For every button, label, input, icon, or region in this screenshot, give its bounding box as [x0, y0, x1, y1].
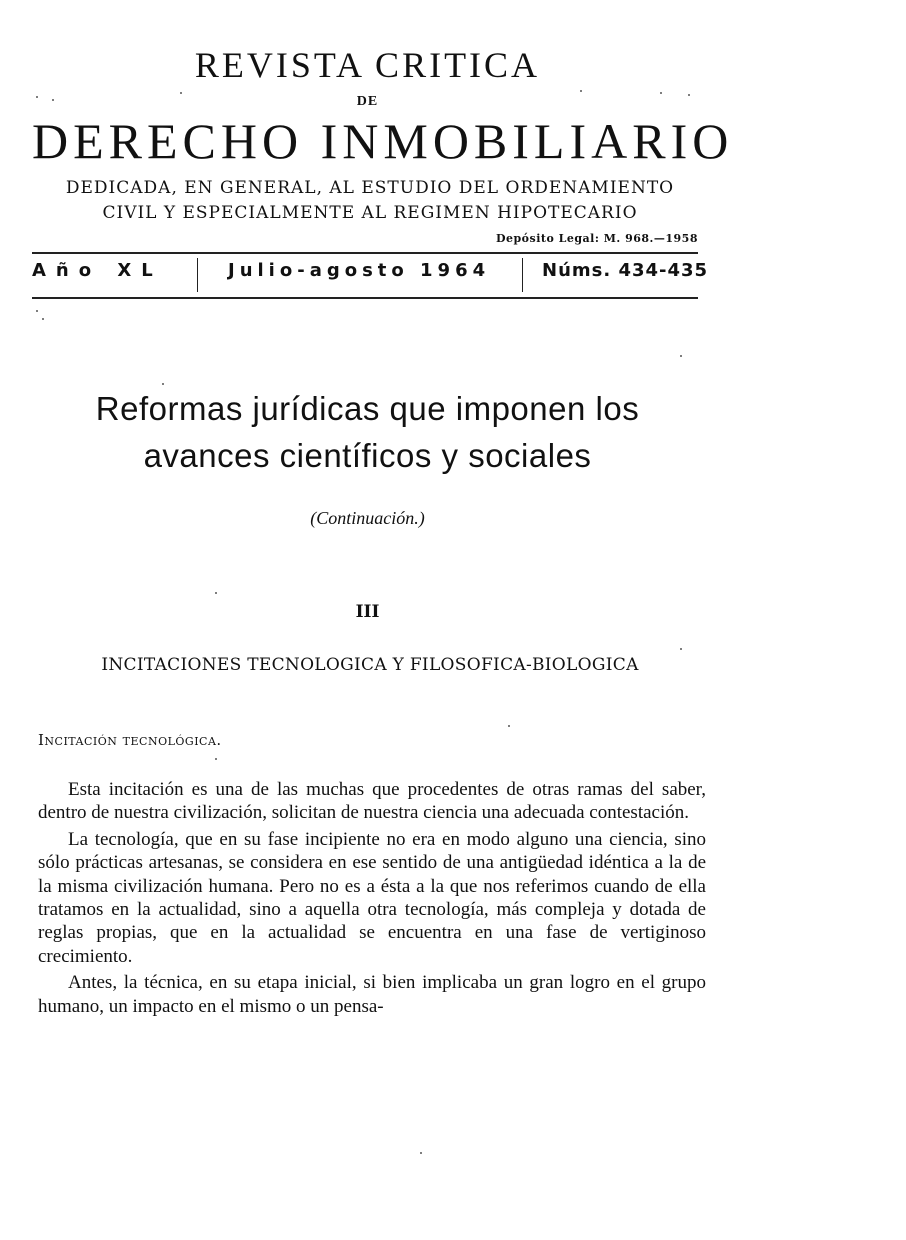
scan-speck [36, 310, 38, 312]
scan-speck [42, 318, 44, 320]
body-paragraph: La tecnología, que en su fase incipiente no era en modo alguno una ciencia, sino sólo prácticas artesanas, se considera en ese sentido de una antigüedad idéntica a la de la misma civilización humana. Pero no es a ésta a la que nos referimos cuando de ella tratamos en la actualidad, sino a aquella otra tecnología, más compleja y dotada de reglas propias, que en la actualidad se encuentra en una fase de vertiginoso crecimiento. [38, 828, 706, 967]
journal-title-line2: DERECHO INMOBILIARIO [32, 113, 734, 169]
scan-speck [36, 96, 38, 98]
journal-subtitle-line1: DEDICADA, EN GENERAL, AL ESTUDIO DEL ORDENAMIENTO [65, 178, 675, 198]
body-paragraph: Antes, la técnica, en su etapa inicial, si bien implicaba un gran logro en el grupo humano, un impacto en el mismo o un pensa- [38, 972, 706, 1017]
scan-speck [52, 99, 54, 101]
section-heading: INCITACIONES TECNOLOGICA Y FILOSOFICA-BIOLOGICA [101, 655, 639, 675]
scan-speck [688, 94, 690, 96]
header-rule-top [32, 252, 698, 254]
header-rule-bottom [32, 297, 698, 299]
scan-speck [180, 92, 182, 94]
scan-speck [508, 725, 510, 727]
article-title-line1: Reformas jurídicas que imponen los [95, 390, 640, 427]
article-body [38, 778, 706, 1021]
journal-subtitle-line2: CIVIL Y ESPECIALMENTE AL REGIMEN HIPOTECARIO [102, 203, 638, 223]
issue-numbers: Núms. 434-435 [542, 260, 709, 281]
issue-divider [522, 258, 523, 292]
issue-year: Año XL [32, 260, 163, 281]
journal-title-de: DE [356, 94, 379, 109]
scan-speck [680, 648, 682, 650]
section-number: III [355, 602, 380, 622]
issue-date: Julio-agosto 1964 [228, 260, 491, 281]
issue-bar [32, 258, 709, 292]
scan-speck [580, 90, 582, 92]
continuation-note: (Continuación.) [310, 508, 425, 528]
article-title-line2: avances científicos y sociales [143, 437, 592, 474]
body-paragraph: Esta incitación es una de las muchas que procedentes de otras ramas del saber, dentro de nuestra civilización, solicitan de nuestra ciencia una adecuada contestación. [38, 779, 706, 824]
issue-divider [197, 258, 198, 292]
scan-speck [660, 92, 662, 94]
scan-speck [680, 355, 682, 357]
scan-speck [215, 758, 217, 760]
scan-speck [162, 383, 164, 385]
deposito-legal: Depósito Legal: M. 968.—1958 [495, 232, 698, 245]
scan-speck [420, 1152, 422, 1154]
subsection-heading: Incitación tecnológica. [38, 731, 222, 749]
journal-title-line1: REVISTA CRITICA [194, 45, 541, 85]
scan-speck [215, 592, 217, 594]
